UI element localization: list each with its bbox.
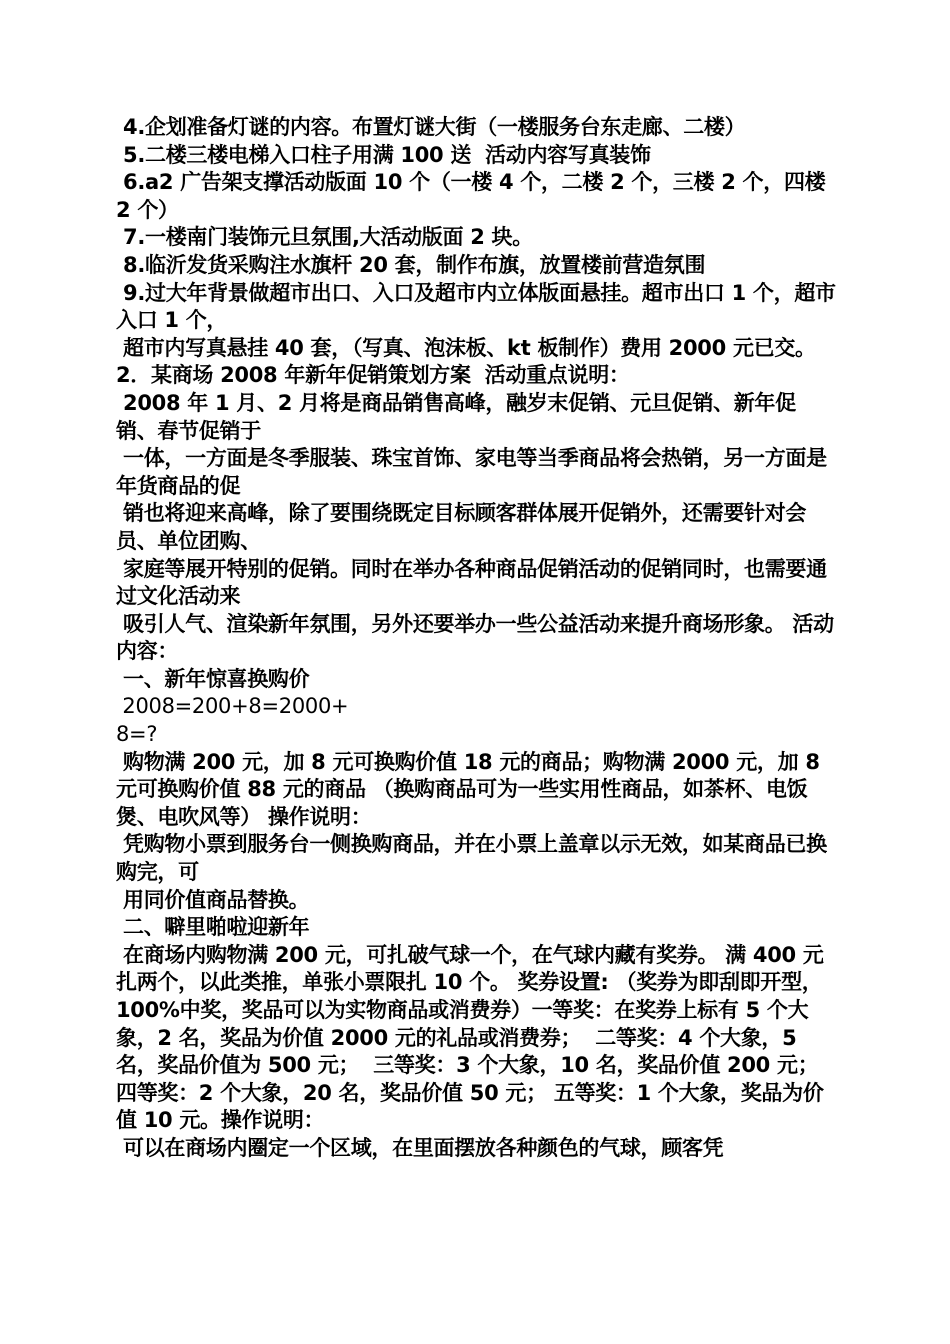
item-7-south-gate-decoration: 7.一楼南门装饰元旦氛围,大活动版面 2 块。 [116, 225, 533, 250]
item-4-lantern-riddles: 4.企划准备灯谜的内容。布置灯谜大街（一楼服务台东走廊、二楼） [116, 115, 746, 139]
subheading-balloon-game: 二、噼里啪啦迎新年 [116, 915, 310, 940]
item-6-a2-display-boards: 6.a2 广告架支撑活动版面 10 个（一楼 4 个，二楼 2 个，三楼 2 个，四楼 2 个） [116, 170, 833, 222]
item-9-supermarket-boards: 9.过大年背景做超市出口、入口及超市内立体版面悬挂。超市出口 1 个，超市入口 1 个， [116, 280, 836, 333]
exchange-operation-line: 用同价值商品替换。 [116, 887, 310, 912]
balloon-rules-paragraph: 在商场内购物满 200 元，可扎破气球一个，在气球内藏有奖券。 满 400 元扎两个，以此类推，单张小票限扎 10 个。 奖券设置: （奖券为即刮即开型，100%中奖，奖品可以为实物商品或消费券）一等奖：在奖券上标有 5 个大象，2 名，奖品为价值 2000 元的礼品或消费券； 二等奖：4 个大象，5 名，奖品价值为 500 元； 三等奖：3 个大象，10 名，奖品价值 200 元；四等奖：2 个大象，20 名，奖品价值 50 元； 五等奖：1 个大象，奖品为价值 10 元。操作说明： [116, 942, 824, 1133]
formula-line: 2008=200+8=2000+ [116, 694, 349, 719]
body-paragraph-line: 家庭等展开特别的促销。同时在举办各种商品促销活动的促销同时，也需要通过文化活动来 [116, 556, 827, 609]
section-2-heading: 2．某商场 2008 年新年促销策划方案 活动重点说明： [116, 363, 630, 388]
subheading-exchange-price: 一、新年惊喜换购价 [116, 666, 310, 691]
body-paragraph-line: 吸引人气、渲染新年氛围，另外还要举办一些公益活动来提升商场形象。 活动内容： [116, 611, 834, 664]
exchange-operation-line: 凭购物小票到服务台一侧换购商品，并在小票上盖章以示无效，如某商品已换购完，可 [116, 832, 827, 885]
formula-line-continued: 8=? [116, 722, 158, 747]
document-body [116, 114, 836, 1163]
body-paragraph-line: 销也将迎来高峰，除了要围绕既定目标顾客群体展开促销外，还需要针对会员、单位团购、 [116, 501, 807, 553]
item-8-flagpoles: 8.临沂发货采购注水旗杆 20 套，制作布旗，放置楼前营造氛围 [116, 252, 706, 277]
item-5-elevator-columns: 5.二楼三楼电梯入口柱子用满 100 送 活动内容写真装饰 [116, 142, 651, 167]
balloon-operation-line: 可以在商场内圈定一个区域，在里面摆放各种颜色的气球，顾客凭 [116, 1135, 724, 1160]
body-paragraph-line: 2008 年 1 月、2 月将是商品销售高峰，融岁末促销、元旦促销、新年促销、春节促销于 [116, 390, 796, 443]
body-paragraph-line: 一体，一方面是冬季服装、珠宝首饰、家电等当季商品将会热销，另一方面是年货商品的促 [116, 446, 827, 498]
exchange-rules-paragraph: 购物满 200 元，加 8 元可换购价值 18 元的商品；购物满 2000 元，加 8 元可换购价值 88 元的商品 （换购商品可为一些实用性商品，如茶杯、电饭煲、电吹风等） 操作说明： [116, 749, 827, 829]
supermarket-posters-line: 超市内写真悬挂 40 套，（写真、泡沫板、kt 板制作）费用 2000 元已交。 [116, 335, 816, 360]
